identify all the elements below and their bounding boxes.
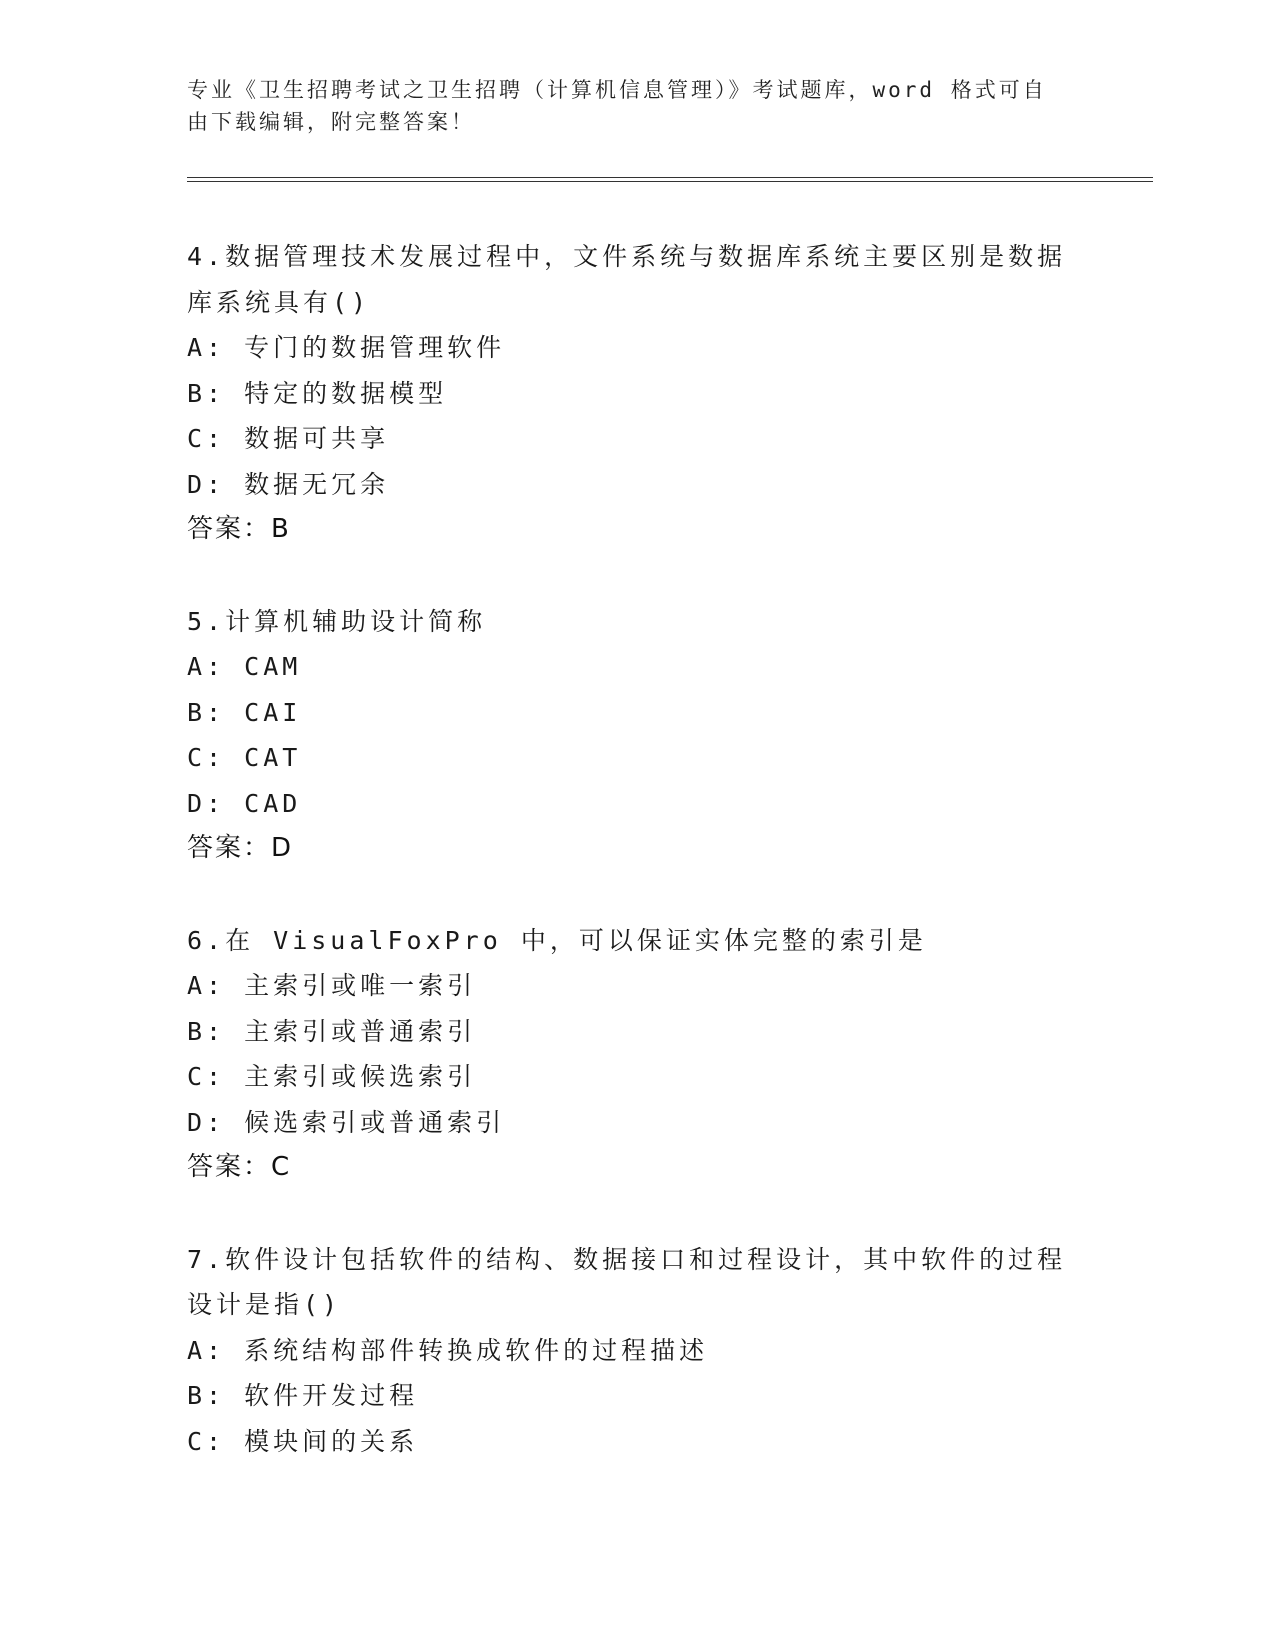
question-6 bbox=[187, 918, 1087, 1191]
option-a: A: CAM bbox=[187, 652, 302, 681]
option-a: A: 主索引或唯一索引 bbox=[187, 971, 477, 1000]
question-text: 6.在 VisualFoxPro 中，可以保证实体完整的索引是 bbox=[187, 925, 927, 955]
header-divider-top bbox=[187, 177, 1153, 178]
question-list bbox=[187, 234, 1087, 1510]
option-c: C: 主索引或候选索引 bbox=[187, 1062, 477, 1091]
option-a: A: 专门的数据管理软件 bbox=[187, 333, 506, 362]
question-5 bbox=[187, 599, 1087, 872]
question-7 bbox=[187, 1237, 1087, 1465]
option-b: B: 特定的数据模型 bbox=[187, 378, 448, 408]
option-b: B: 软件开发过程 bbox=[187, 1381, 419, 1410]
option-a: A: 系统结构部件转换成软件的过程描述 bbox=[187, 1335, 709, 1365]
answer-line: 答案：C bbox=[187, 1152, 292, 1182]
question-text: 5.计算机辅助设计简称 bbox=[187, 606, 487, 636]
option-b: B: CAI bbox=[187, 697, 302, 727]
option-b: B: 主索引或普通索引 bbox=[187, 1016, 477, 1046]
option-c: C: 数据可共享 bbox=[187, 424, 390, 453]
answer-line: 答案：D bbox=[187, 833, 294, 863]
question-text: 4.数据管理技术发展过程中，文件系统与数据库系统主要区别是数据库系统具有() bbox=[187, 242, 1067, 317]
option-c: C: CAT bbox=[187, 743, 302, 772]
question-text: 7.软件设计包括软件的结构、数据接口和过程设计，其中软件的过程设计是指() bbox=[187, 1244, 1067, 1319]
answer-line: 答案：B bbox=[187, 514, 291, 544]
option-d: D: 数据无冗余 bbox=[187, 469, 390, 499]
document-intro: 专业《卫生招聘考试之卫生招聘（计算机信息管理）》考试题库，word 格式可自由下载编辑，附完整答案！ bbox=[187, 78, 1047, 134]
question-4 bbox=[187, 234, 1087, 553]
header-divider-bottom bbox=[187, 181, 1153, 182]
option-c: C: 模块间的关系 bbox=[187, 1426, 419, 1456]
option-d: D: CAD bbox=[187, 788, 302, 818]
option-d: D: 候选索引或普通索引 bbox=[187, 1107, 506, 1137]
